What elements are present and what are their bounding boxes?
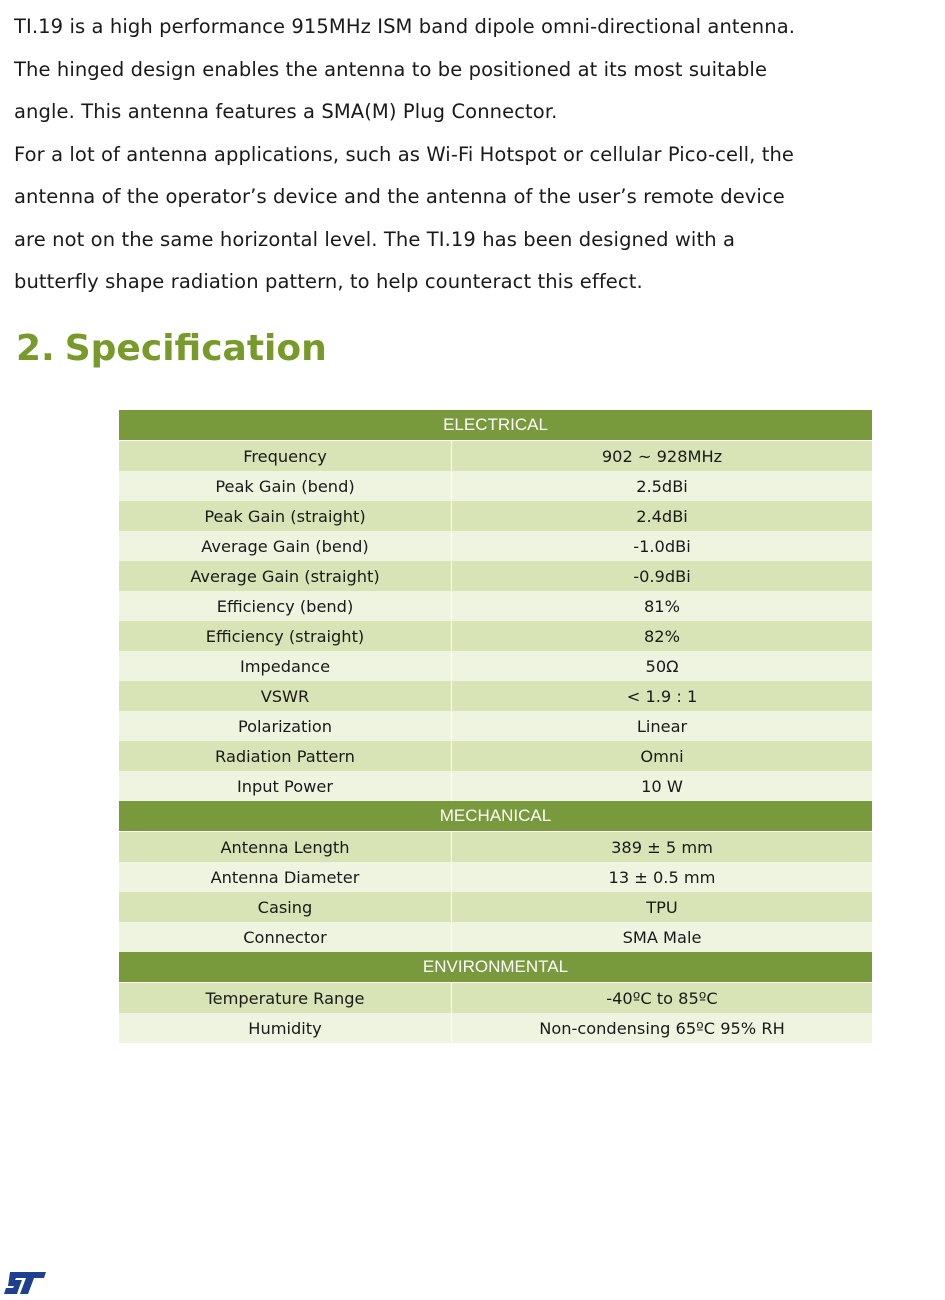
spec-label: Peak Gain (straight)	[119, 501, 452, 531]
spec-value: 2.5dBi	[452, 471, 873, 501]
spec-value: 81%	[452, 591, 873, 621]
spec-value: Non-condensing 65ºC 95% RH	[452, 1013, 873, 1043]
table-row	[119, 922, 872, 952]
st-logo-icon	[4, 1270, 48, 1296]
spec-label: Humidity	[119, 1013, 452, 1043]
spec-value: 13 ± 0.5 mm	[452, 862, 873, 892]
spec-label: Peak Gain (bend)	[119, 471, 452, 501]
intro-line: antenna of the operator’s device and the antenna of the user’s remote device	[14, 185, 785, 208]
intro-text	[14, 6, 939, 304]
table-row	[119, 651, 872, 681]
section-header-electrical: ELECTRICAL	[119, 410, 872, 441]
spec-value: 50Ω	[452, 651, 873, 681]
section-header-mechanical: MECHANICAL	[119, 801, 872, 832]
spec-label: Input Power	[119, 771, 452, 801]
section-header-environmental: ENVIRONMENTAL	[119, 952, 872, 983]
spec-value: SMA Male	[452, 922, 873, 952]
specification-table	[119, 410, 872, 1043]
table-row	[119, 501, 872, 531]
spec-label: Average Gain (bend)	[119, 531, 452, 561]
spec-label: Impedance	[119, 651, 452, 681]
table-row	[119, 531, 872, 561]
table-row	[119, 862, 872, 892]
intro-line: butterfly shape radiation pattern, to help counteract this effect.	[14, 270, 643, 293]
spec-label: Frequency	[119, 441, 452, 472]
spec-label: Casing	[119, 892, 452, 922]
table-row	[119, 441, 872, 472]
spec-value: < 1.9 : 1	[452, 681, 873, 711]
section-header-row	[119, 952, 872, 983]
spec-value: 902 ~ 928MHz	[452, 441, 873, 472]
spec-label: Efficiency (bend)	[119, 591, 452, 621]
table-row	[119, 1013, 872, 1043]
table-row	[119, 621, 872, 651]
intro-line: The hinged design enables the antenna to be positioned at its most suitable	[14, 57, 768, 81]
section-title: Specification	[64, 328, 327, 369]
spec-value: 389 ± 5 mm	[452, 832, 873, 863]
table-row	[119, 591, 872, 621]
table-row	[119, 471, 872, 501]
spec-label: Radiation Pattern	[119, 741, 452, 771]
spec-value: 82%	[452, 621, 873, 651]
table-row	[119, 771, 872, 801]
table-row	[119, 711, 872, 741]
spec-label: Antenna Diameter	[119, 862, 452, 892]
spec-label: Efficiency (straight)	[119, 621, 452, 651]
table-row	[119, 681, 872, 711]
spec-value: 2.4dBi	[452, 501, 873, 531]
table-row	[119, 832, 872, 863]
intro-line: For a lot of antenna applications, such as Wi-Fi Hotspot or cellular Pico-cell, the	[14, 142, 795, 166]
section-header-row	[119, 410, 872, 441]
spec-value: -40ºC to 85ºC	[452, 983, 873, 1014]
spec-label: Antenna Length	[119, 832, 452, 863]
intro-line: are not on the same horizontal level. The TI.19 has been designed with a	[14, 227, 735, 251]
spec-label: VSWR	[119, 681, 452, 711]
intro-line: TI.19 is a high performance 915MHz ISM band dipole omni-directional antenna.	[14, 15, 796, 38]
table-row	[119, 983, 872, 1014]
table-row	[119, 892, 872, 922]
spec-value: -1.0dBi	[452, 531, 873, 561]
spec-label: Polarization	[119, 711, 452, 741]
spec-value: 10 W	[452, 771, 873, 801]
spec-label: Average Gain (straight)	[119, 561, 452, 591]
spec-value: Linear	[452, 711, 873, 741]
section-header-row	[119, 801, 872, 832]
intro-line: angle. This antenna features a SMA(M) Plug Connector.	[14, 100, 558, 123]
spec-value: -0.9dBi	[452, 561, 873, 591]
section-heading	[16, 322, 327, 376]
spec-label: Connector	[119, 922, 452, 952]
spec-value: Omni	[452, 741, 873, 771]
spec-label: Temperature Range	[119, 983, 452, 1014]
spec-value: TPU	[452, 892, 873, 922]
table-row	[119, 561, 872, 591]
table-row	[119, 741, 872, 771]
section-number: 2.	[16, 328, 55, 369]
